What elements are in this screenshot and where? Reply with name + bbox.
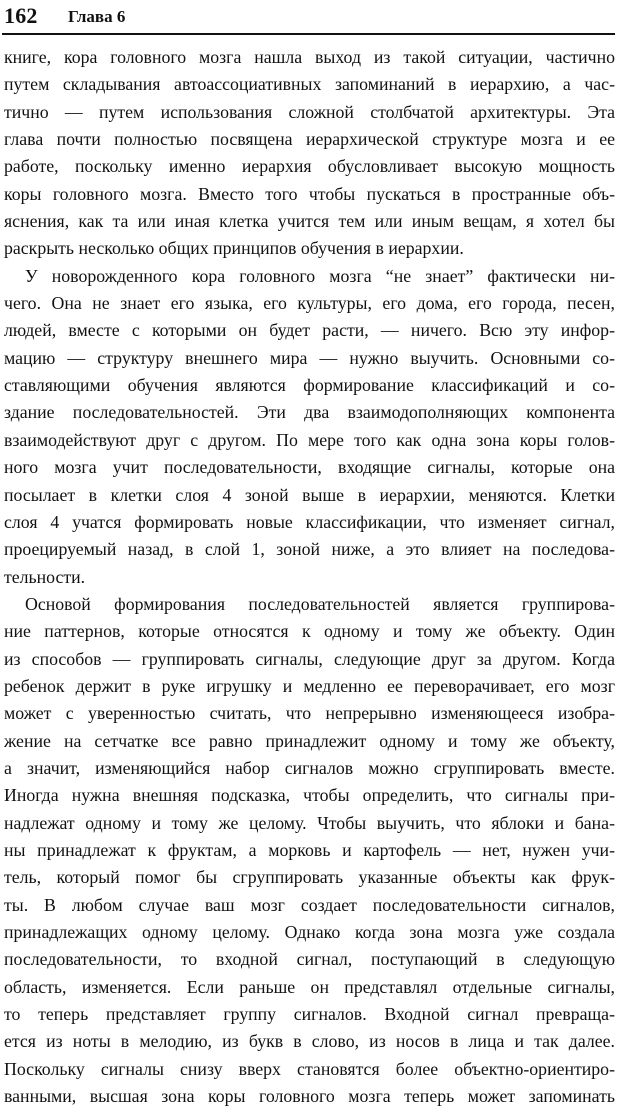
text-line: глава почти полностью посвящена иерархической структуре мозга и ее xyxy=(4,129,615,150)
text-line: раскрыть несколько общих принципов обучения в иерархии. xyxy=(4,238,464,259)
body-text xyxy=(4,44,615,1110)
text-line: может с уверенностью считать, что непрерывно изменяющееся изобра- xyxy=(4,703,615,724)
text-line: книге, кора головного мозга нашла выход из такой ситуации, частично xyxy=(4,47,615,67)
paragraph xyxy=(4,591,615,1110)
text-line: принадлежащих одному целому. Однако когда зона мозга уже создала xyxy=(4,922,615,942)
text-line: яснения, как та или иная клетка учится тем или иным вещам, я хотел бы xyxy=(4,211,615,232)
text-line: путем складывания автоассоциативных запоминаний в иерархию, а час- xyxy=(4,74,615,95)
text-line: ны принадлежат к фруктам, а морковь и картофель — нет, нужен учи- xyxy=(4,839,615,860)
text-line: жение на сетчатке все равно принадлежит одному и тому же объекту, xyxy=(4,730,615,751)
text-line: тично — путем использования сложной столбчатой архитектуры. Эта xyxy=(4,101,615,122)
header-rule xyxy=(2,33,615,35)
running-header xyxy=(2,0,614,34)
text-line: то теперь представляет группу сигналов. Входной сигнал превраща- xyxy=(4,1004,615,1025)
text-line: тель, который помог бы сгруппировать указанные объекты как фрук- xyxy=(4,867,615,888)
text-line: здание последовательностей. Эти два взаимодополняющих компонента xyxy=(4,402,615,423)
text-line: ется из ноты в мелодию, из букв в слово, из носов в лица и так далее. xyxy=(4,1031,615,1052)
chapter-label: Глава 6 xyxy=(68,7,126,26)
text-line: Основой формирования последовательностей является группирова- xyxy=(25,593,615,614)
text-line: слоя 4 учатся формировать новые классификации, что изменяет сигнал, xyxy=(4,511,615,532)
text-line: ванными, высшая зона коры головного мозга теперь может запоминать xyxy=(4,1086,615,1107)
text-line: мацию — структуру внешнего мира — нужно выучить. Основными со- xyxy=(4,347,615,368)
text-line: последовательности, то входной сигнал, поступающий в следующую xyxy=(4,949,615,970)
text-line: коры головного мозга. Вместо того чтобы пускаться в пространные объ- xyxy=(4,183,615,204)
page-number: 162 xyxy=(4,3,38,28)
text-line: Иногда нужна внешняя подсказка, чтобы определить, что сигналы при- xyxy=(4,785,615,806)
paragraph xyxy=(4,44,615,263)
text-line: область, изменяется. Если раньше он представлял отдельные сигналы, xyxy=(4,976,615,997)
text-line: ребенок держит в руке игрушку и медленно ее переворачивает, его мозг xyxy=(4,675,615,696)
text-line: Поскольку сигналы снизу вверх становятся более объектно-ориентиро- xyxy=(4,1058,615,1079)
text-line: а значит, изменяющийся набор сигналов можно сгруппировать вместе. xyxy=(4,757,615,778)
text-line: надлежат одному и тому же целому. Чтобы выучить, что яблоки и бана- xyxy=(4,812,615,833)
text-line: взаимодействуют друг с другом. По мере того как одна зона коры голов- xyxy=(4,429,615,450)
text-line: ние паттернов, которые относятся к одному и тому же объекту. Один xyxy=(4,621,615,642)
text-line: работе, поскольку именно иерархия обусловливает высокую мощность xyxy=(4,156,615,177)
text-line: посылает в клетки слоя 4 зоной выше в иерархии, меняются. Клетки xyxy=(4,484,615,505)
text-line: чего. Она не знает его языка, его культуры, его дома, его города, песен, xyxy=(4,293,615,314)
text-line: тельности. xyxy=(4,566,86,587)
text-line: проецируемый назад, в слой 1, зоной ниже, а это влияет на последова- xyxy=(4,539,615,560)
text-line: У новорожденного кора головного мозга “не знает” фактически ни- xyxy=(25,265,615,286)
text-line: людей, вместе с которыми он будет расти, — ничего. Всю эту инфор- xyxy=(4,320,615,341)
text-line: ного мозга учит последовательности, входящие сигналы, которые она xyxy=(4,457,615,478)
text-line: ставляющими обучения являются формирование классификаций и со- xyxy=(4,375,615,396)
text-line: из способов — группировать сигналы, следующие друг за другом. Когда xyxy=(4,648,615,669)
text-line: ты. В любом случае ваш мозг создает последовательности сигналов, xyxy=(4,894,615,915)
paragraph xyxy=(4,263,615,591)
